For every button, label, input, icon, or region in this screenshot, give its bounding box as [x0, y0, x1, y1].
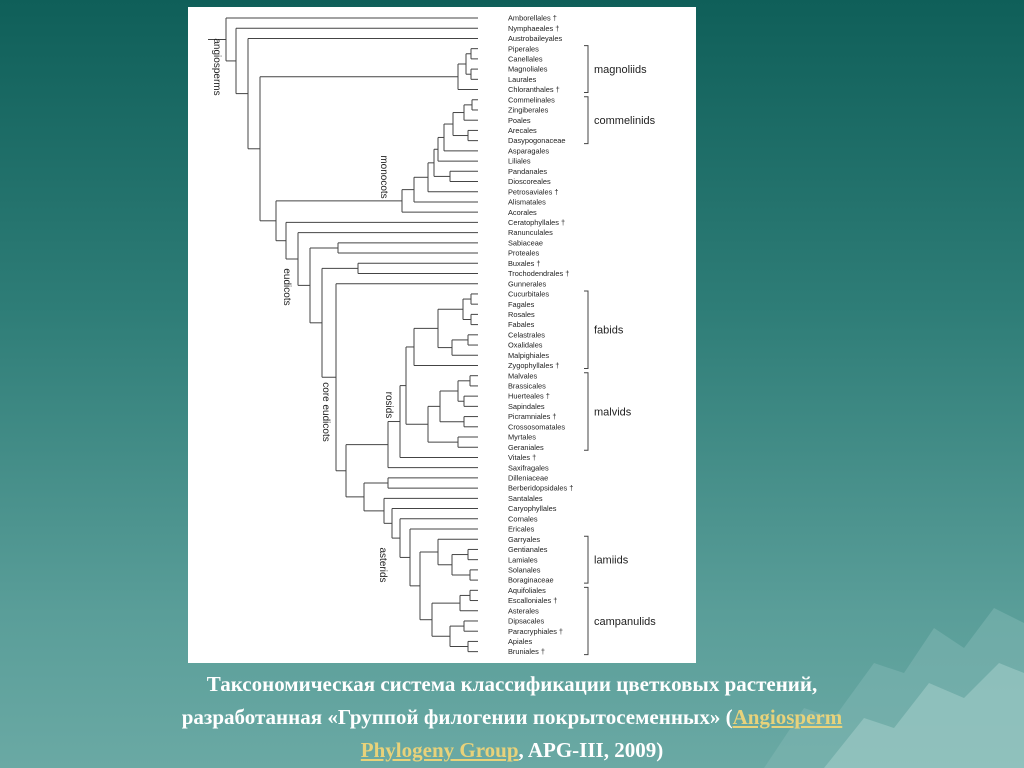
- taxon-label: Fabales: [508, 320, 535, 330]
- apg-link-part1[interactable]: Angiosperm: [732, 705, 843, 729]
- taxon-label: Celastrales: [508, 330, 545, 340]
- taxon-label: Alismatales: [508, 197, 546, 207]
- group-label: commelinids: [594, 115, 656, 128]
- group-label: magnoliids: [594, 64, 647, 77]
- taxon-label: Chloranthales †: [508, 85, 560, 95]
- caption-line-1: Таксономическая система классификации цветковых растений,: [206, 672, 818, 696]
- caption-line-2: [40, 701, 984, 734]
- taxon-label: Poales: [508, 115, 531, 125]
- taxon-label: Dasypogonaceae: [508, 136, 566, 146]
- taxon-label: Piperales: [508, 44, 539, 54]
- taxon-label: Malvales: [508, 371, 538, 381]
- taxon-label: Geraniales: [508, 442, 544, 452]
- taxon-label: Cornales: [508, 514, 538, 524]
- taxon-label: Canellales: [508, 54, 543, 64]
- clade-label: eudicots: [281, 268, 292, 306]
- taxon-label: Crossosomatales: [508, 422, 566, 432]
- taxon-label: Escalloniales †: [508, 596, 558, 606]
- taxon-label: Asparagales: [508, 146, 550, 156]
- taxon-label: Ericales: [508, 524, 535, 534]
- taxon-label: Saxifragales: [508, 463, 549, 473]
- taxon-label: Dioscoreales: [508, 177, 551, 187]
- taxon-label: Santalales: [508, 493, 543, 503]
- caption-text-3: , APG-III, 2009): [518, 738, 664, 762]
- clade-label: core eudicots: [320, 382, 331, 442]
- taxon-label: Berberidopsidales †: [508, 483, 574, 493]
- taxon-label: Commelinales: [508, 95, 555, 105]
- group-bracket: [584, 291, 588, 369]
- taxon-label: Zingiberales: [508, 105, 549, 115]
- group-label: malvids: [594, 406, 632, 419]
- taxon-label: Sabiaceae: [508, 238, 543, 248]
- taxon-label: Arecales: [508, 126, 537, 136]
- clade-label: asterids: [377, 547, 388, 583]
- taxon-label: Lamiales: [508, 555, 538, 565]
- clade-label: rosids: [383, 391, 394, 419]
- taxon-label: Trochodendrales †: [508, 269, 570, 279]
- taxon-label: Pandanales: [508, 166, 548, 176]
- apg-link-part2[interactable]: Phylogeny Group: [360, 738, 519, 762]
- taxon-label: Ranunculales: [508, 228, 553, 238]
- taxon-label: Fagales: [508, 299, 535, 309]
- taxon-label: Vitales †: [508, 453, 537, 463]
- taxon-label: Caryophyllales: [508, 504, 557, 514]
- taxon-label: Malpighiales: [508, 350, 550, 360]
- taxon-label: Aquifoliales: [508, 585, 546, 595]
- taxon-label: Picramniales †: [508, 412, 557, 422]
- taxon-label: Sapindales: [508, 401, 545, 411]
- taxon-label: Dipsacales: [508, 616, 545, 626]
- group-bracket: [584, 373, 588, 451]
- taxon-label: Liliales: [508, 156, 531, 166]
- taxon-label: Magnoliales: [508, 64, 548, 74]
- group-bracket: [584, 97, 588, 144]
- taxon-label: Bruniales †: [508, 647, 545, 657]
- figure-caption: [40, 668, 984, 767]
- taxon-label: Acorales: [508, 207, 537, 217]
- taxon-label: Gunnerales: [508, 279, 547, 289]
- group-label: fabids: [594, 324, 624, 337]
- caption-line-3: [40, 734, 984, 767]
- taxon-label: Brassicales: [508, 381, 546, 391]
- taxon-label: Myrtales: [508, 432, 536, 442]
- taxon-label: Paracryphiales †: [508, 626, 564, 636]
- taxon-label: Amborellales †: [508, 13, 557, 23]
- taxon-label: Proteales: [508, 248, 540, 258]
- group-label: campanulids: [594, 615, 656, 628]
- clade-label: angiosperms: [211, 38, 222, 96]
- taxon-label: Huerteales †: [508, 391, 550, 401]
- clade-label: monocots: [378, 155, 389, 199]
- phylogeny-figure: [188, 7, 696, 663]
- taxon-label: Zygophyllales †: [508, 361, 560, 371]
- group-bracket: [584, 536, 588, 583]
- group-bracket: [584, 587, 588, 654]
- taxon-label: Petrosaviales †: [508, 187, 559, 197]
- taxon-label: Rosales: [508, 309, 535, 319]
- taxon-label: Nymphaeales †: [508, 23, 560, 33]
- group-bracket: [584, 46, 588, 93]
- taxon-label: Boraginaceae: [508, 575, 554, 585]
- phylogenetic-tree: [188, 7, 696, 663]
- taxon-label: Ceratophyllales †: [508, 218, 566, 227]
- taxon-label: Asterales: [508, 606, 539, 616]
- taxon-label: Oxalidales: [508, 340, 543, 350]
- taxon-label: Buxales †: [508, 258, 541, 268]
- caption-text-2: разработанная «Группой филогении покрытосеменных» (: [181, 705, 733, 729]
- taxon-label: Apiales: [508, 637, 533, 647]
- taxon-label: Cucurbitales: [508, 289, 550, 299]
- taxon-label: Garryales: [508, 534, 541, 544]
- taxon-label: Austrobaileyales: [508, 34, 563, 44]
- taxon-label: Laurales: [508, 74, 537, 84]
- taxon-label: Gentianales: [508, 545, 548, 555]
- group-label: lamiids: [594, 554, 629, 567]
- taxon-label: Dilleniaceae: [508, 473, 549, 483]
- taxon-label: Solanales: [508, 565, 541, 575]
